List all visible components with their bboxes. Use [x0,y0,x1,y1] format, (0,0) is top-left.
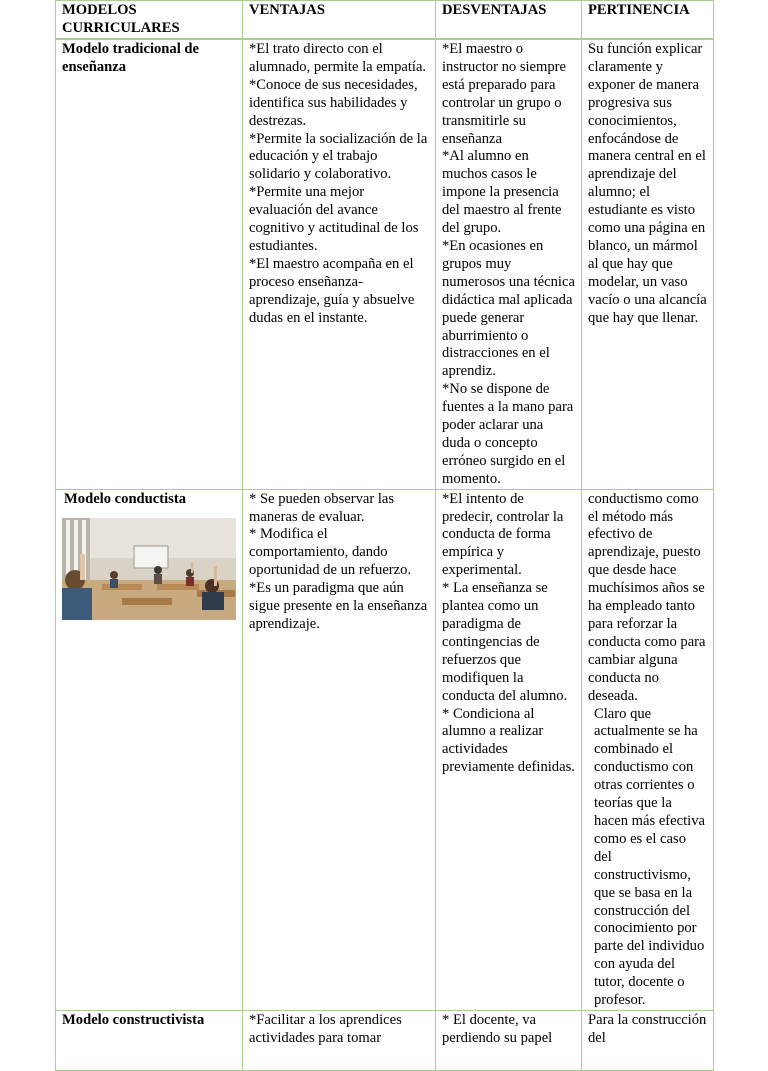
pertinencia-cell [582,39,714,489]
table-row [56,489,714,1010]
paragraph: Para la construcción del [588,1011,707,1046]
pertinencia-cell [582,1010,714,1070]
list-item: *Al alumno en muchos casos le impone la presencia del maestro al frente del grupo. [442,148,562,237]
table-header-row [56,1,714,40]
paragraph: Su función explicar claramente y exponer de manera progresiva sus conocimientos, enfocándose de manera central en el aprendizaje del alumno; el estudiante es visto como una página en blanco, un mármol al que hay que modelar, un vaso vacío o una alcancía que hay que llenar. [588,41,707,326]
header-ventajas: VENTAJAS [243,1,436,40]
desventajas-cell [436,1010,582,1070]
list-item: *En ocasiones en grupos muy numerosos una técnica didáctica mal aplicada puede generar aburrimiento o distracciones en el aprendiz. [442,237,575,380]
paragraph: Claro que actualmente se ha combinado el conductismo con otras corrientes o teorías que la hacen más efectiva como es el caso del constructivismo, que se basa en la construcción del conocimiento por parte del individuo con ayuda del tutor, docente o profesor. [594,705,706,1009]
list-item: *El intento de predecir, controlar la conducta de forma empírica y experimental. [442,490,564,579]
list-item: * El docente, va perdiendo su papel [442,1011,553,1046]
list-item: *El trato directo con el alumnado, permite la empatía. [249,41,427,75]
list-item: *Permite la socialización de la educación y el trabajo solidario y colaborativo. [249,130,428,183]
list-item: *Conoce de sus necesidades, identifica sus habilidades y destrezas. [249,76,418,129]
list-item: * Se pueden observar las maneras de evaluar. [249,490,395,525]
paragraph: conductismo como el método más efectivo de aprendizaje, puesto que desde hace muchísimos años se ha empleado tanto para reforzar la conducta como para cambiar alguna conducta no deseada. [588,490,706,704]
ventajas-cell [243,1010,436,1070]
model-name: Modelo tradicional de enseñanza [62,41,200,75]
list-item: *Es un paradigma que aún sigue presente en la enseñanza aprendizaje. [249,580,428,632]
curriculum-comparison-table [55,0,714,1071]
classroom-image [62,518,236,620]
list-item: *Permite una mejor evaluación del avance cognitivo y actitudinal de los estudiantes. [249,184,419,254]
ventajas-cell [243,39,436,489]
list-item: * Modifica el comportamiento, dando oportunidad de un refuerzo. [249,526,412,579]
list-item: *Facilitar a los aprendices actividades para tomar [249,1011,402,1046]
header-modelos: MODELOS CURRICULARES [56,1,243,40]
pertinencia-cell [582,489,714,1010]
list-item: * Condiciona al alumno a realizar actividades previamente definidas. [442,705,575,776]
model-name: Modelo constructivista [62,1011,205,1028]
classroom-photo [62,518,236,620]
table-row [56,1010,714,1070]
desventajas-cell [436,39,582,489]
model-name: Modelo conductista [64,490,187,507]
header-pertinencia: PERTINENCIA [582,1,714,40]
desventajas-cell [436,489,582,1010]
table-row [56,39,714,489]
list-item: *El maestro o instructor no siempre está preparado para controlar un grupo o transmitirle su enseñanza [442,41,567,147]
list-item: * La enseñanza se plantea como un paradigma de contingencias de refuerzos que modifiquen la conducta del alumno. [442,580,568,704]
model-cell [56,39,243,489]
list-item: *El maestro acompaña en el proceso enseñanza-aprendizaje, guía y absuelve dudas en el instante. [249,255,415,326]
model-cell [56,1010,243,1070]
header-desventajas: DESVENTAJAS [436,1,582,40]
list-item: *No se dispone de fuentes a la mano para poder aclarar una duda o concepto erróneo surgido en el momento. [442,381,574,487]
ventajas-cell [243,489,436,1010]
model-cell [56,489,243,1010]
